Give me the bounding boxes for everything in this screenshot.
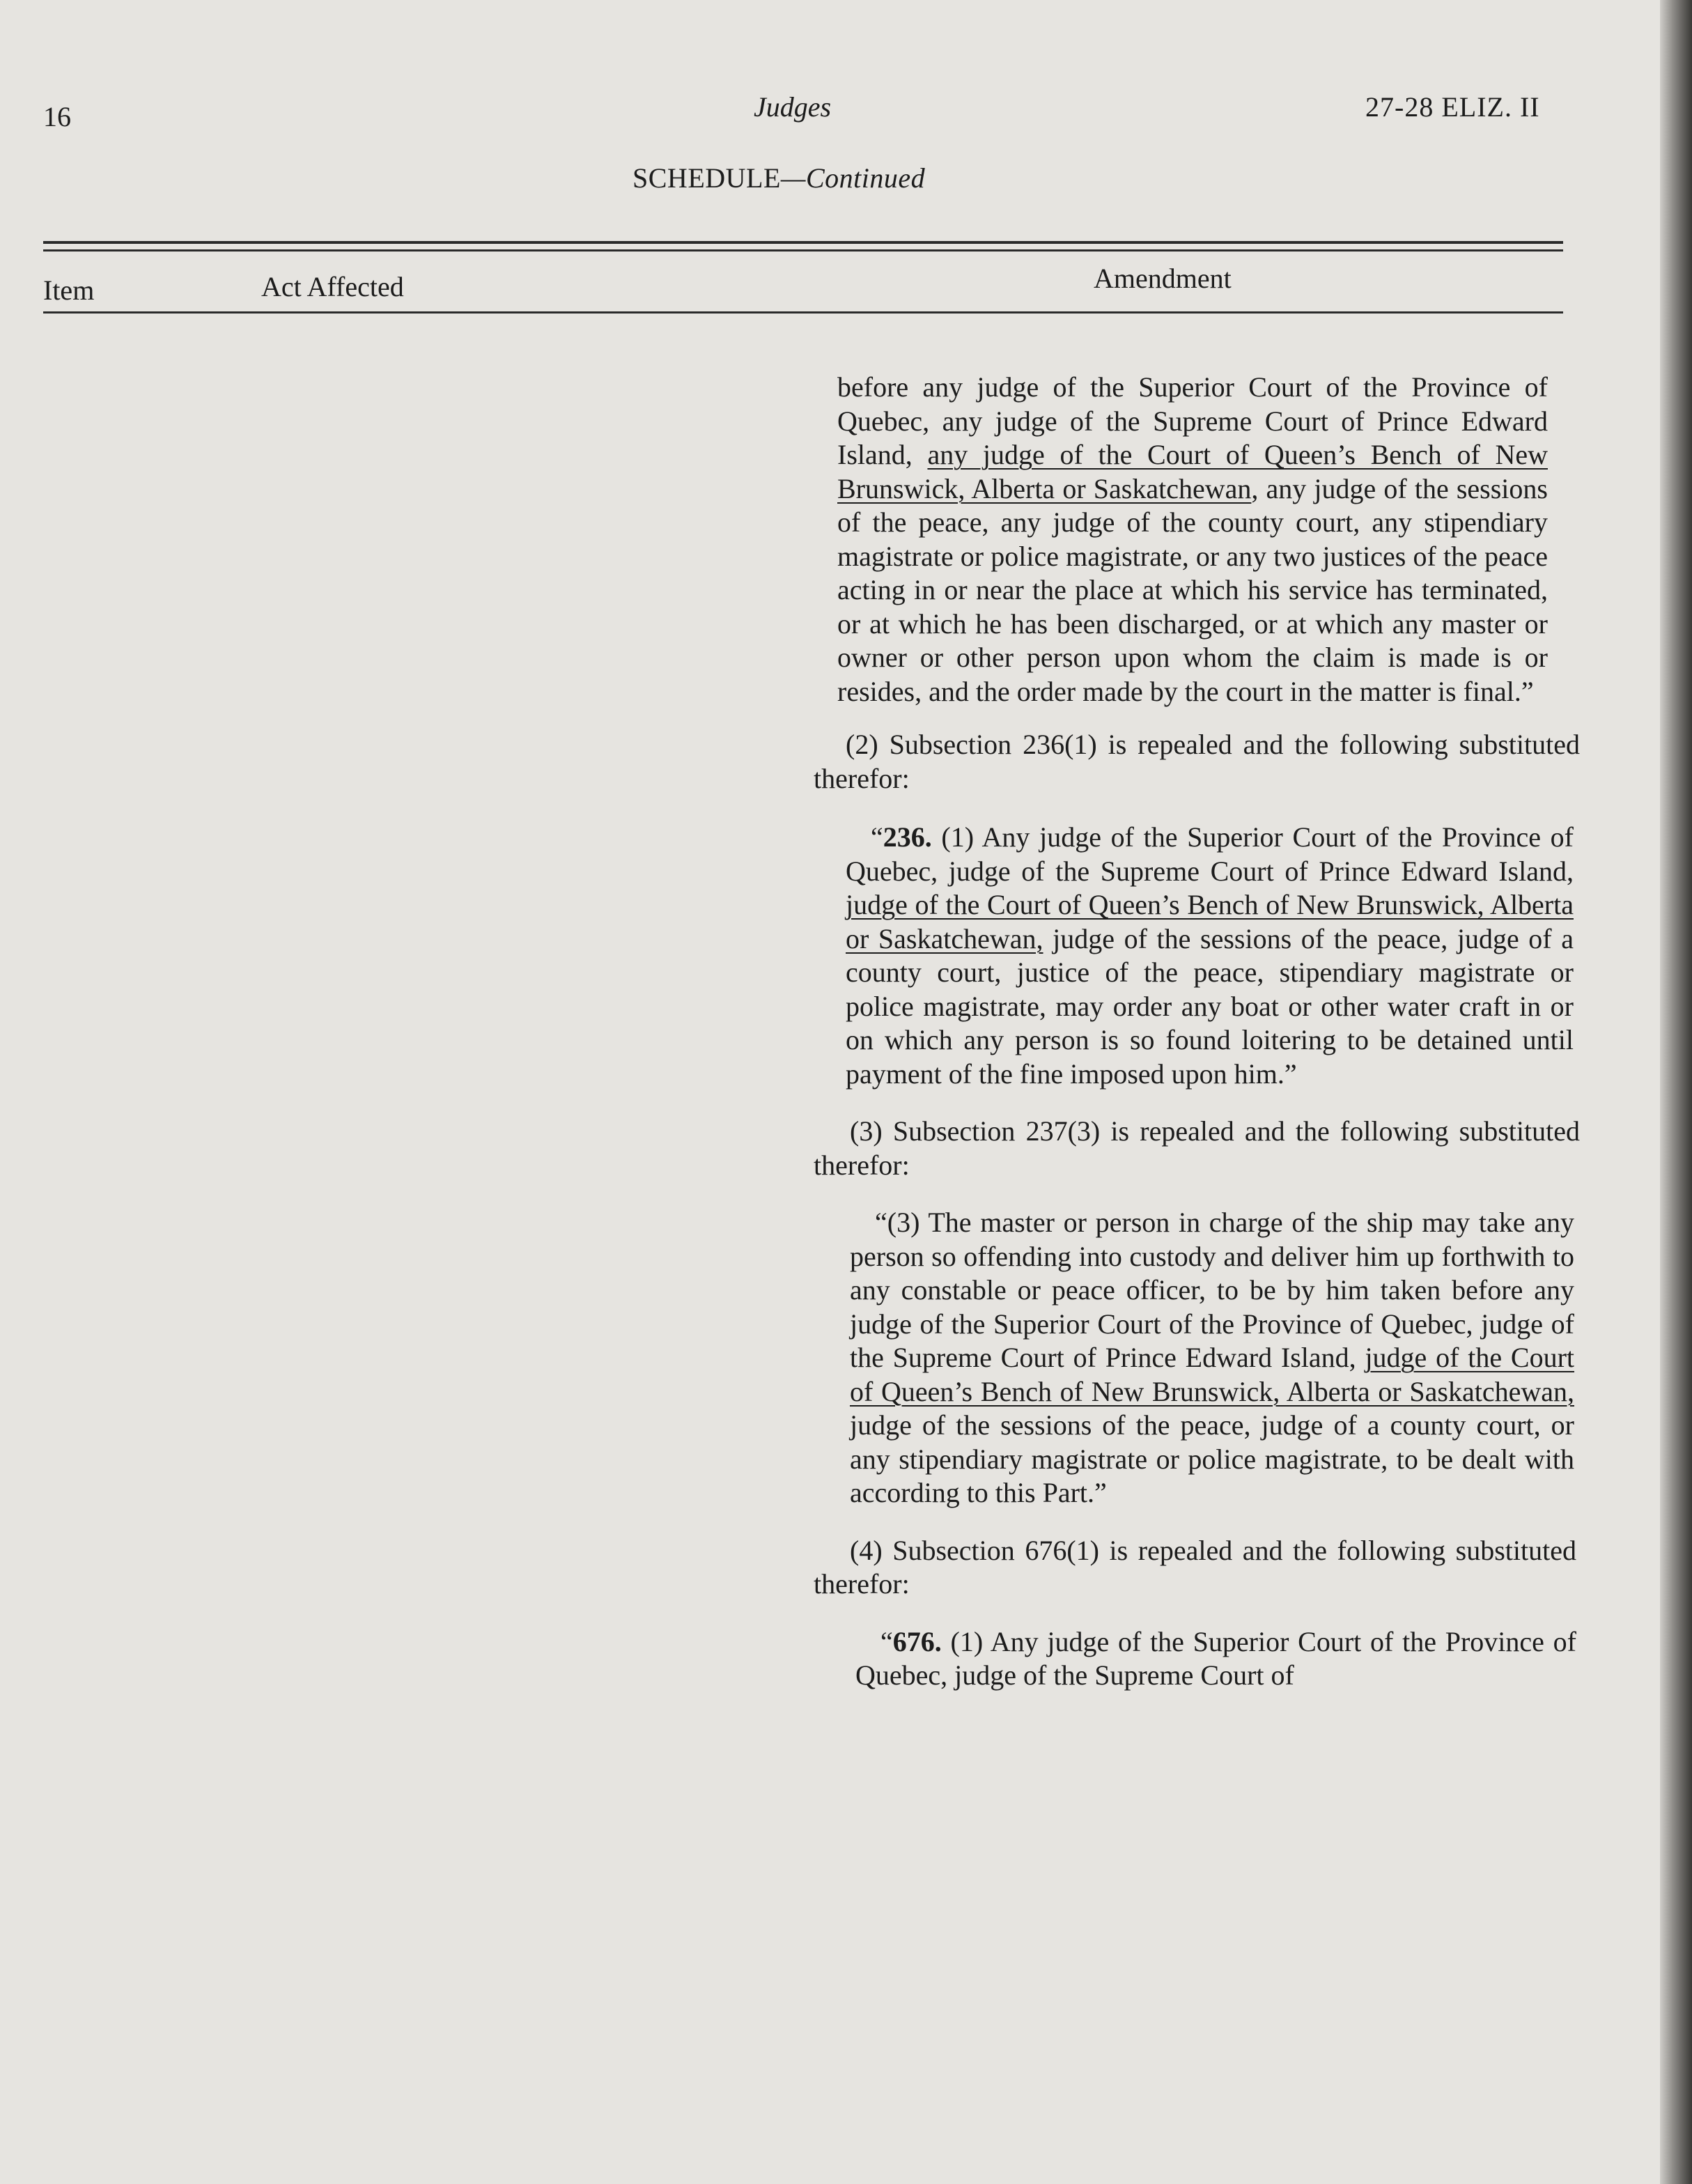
amendment-paragraph-continuation (814, 371, 1548, 708)
underlined-text: judge of the Court of Queen’s Bench of New Brunswick, Alberta or Saskatchewan, (846, 889, 1574, 954)
column-header-act-affected: Act Affected (261, 271, 404, 302)
table-header-rule (43, 311, 1563, 313)
running-title: Judges (754, 91, 832, 123)
schedule-title-main: SCHEDULE (632, 162, 781, 194)
text-run: judge of the sessions of the peace, judge of a county court, justice of the peace, stipendiary magistrate or police magistrate, may order any boat or other water craft in or on which any person is so found loitering to be detained until payment of the fine imposed upon him.” (846, 922, 1574, 1090)
text-run: (1) Any judge of the Superior Court of the Province of Quebec, judge of the Supreme Court of Prince Edward Island, (846, 821, 1574, 887)
open-quote: “ (880, 1625, 893, 1657)
underlined-text: judge of the Court of Queen’s Bench of New Brunswick, Alberta or Saskatchewan, (850, 1342, 1575, 1407)
schedule-title (632, 162, 925, 194)
column-header-item: Item (43, 274, 95, 306)
section-number: 236. (883, 821, 932, 853)
text-run: , any judge of the sessions of the peace, any judge of the county court, any stipendiary magistrate or police magistrate, or any two justices of the peace acting in or near the place at which his service has terminated, or at which he has been discharged, or at which any master or owner or other person upon whom the claim is made is or resides, and the order made by the court in the matter is final.” (837, 472, 1548, 707)
book-spine-shadow (1660, 0, 1692, 2184)
amendment-instruction-2: (2) Subsection 236(1) is repealed and the following substituted therefor: (814, 729, 1580, 794)
running-head (0, 91, 1692, 132)
section-number: 676. (892, 1625, 942, 1657)
page-number: 16 (43, 101, 71, 132)
running-reign: 27-28 ELIZ. II (1365, 91, 1540, 123)
amendment-instruction-4: (4) Subsection 676(1) is repealed and the following substituted therefor: (814, 1534, 1576, 1600)
text-run: (1) Any judge of the Superior Court of the Province of Quebec, judge of the Supreme Court of (855, 1625, 1576, 1691)
table-top-rule-double (43, 249, 1563, 251)
text-run: before any judge of the Superior Court of the Province of Quebec, any judge of the Supreme Court of Prince Edward Island, (837, 371, 1548, 470)
amendment-instruction-3: (3) Subsection 237(3) is repealed and the following substituted therefor: (814, 1115, 1580, 1181)
amendment-section-237-3 (814, 1206, 1574, 1510)
column-header-amendment: Amendment (1094, 263, 1232, 294)
amendment-section-676 (814, 1625, 1576, 1693)
underlined-text: any judge of the Court of Queen’s Bench of New Brunswick, Alberta or Saskatchewan (837, 439, 1548, 504)
amendment-column (814, 371, 1580, 1693)
schedule-title-continued: —Continued (780, 162, 926, 194)
text-run: judge of the sessions of the peace, judge of a county court, or any stipendiary magistrate or police magistrate, to be dealt with according to this Part.” (850, 1409, 1574, 1508)
open-quote: “ (871, 821, 883, 853)
amendment-section-236 (814, 821, 1574, 1091)
table-top-rule (43, 241, 1563, 244)
text-run: “(3) The master or person in charge of the ship may take any person so offending into custody and deliver him up forthwith to any constable or peace officer, to be by him taken before any judge of the Superior Court of the Province of Quebec, judge of the Supreme Court of Prince Edward Island, (850, 1207, 1574, 1373)
